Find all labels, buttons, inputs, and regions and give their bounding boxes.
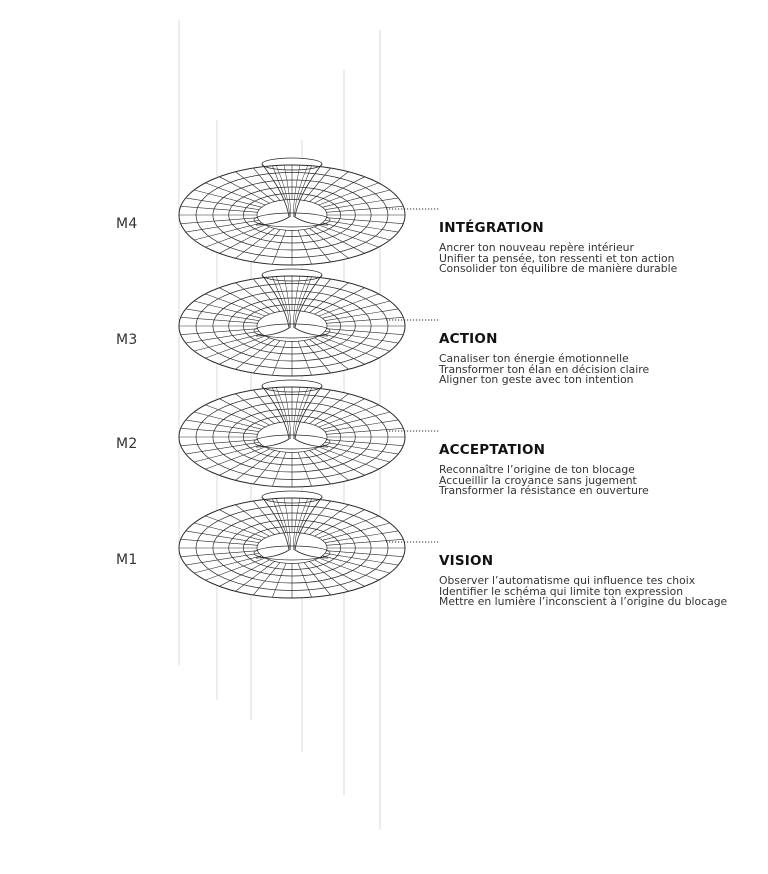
disc-level-2 — [179, 380, 440, 487]
level-line: Transformer ton élan en décision claire — [439, 362, 650, 376]
level-line: Aligner ton geste avec ton intention — [439, 373, 634, 386]
disc-level-3 — [179, 269, 440, 376]
level-line: Reconnaître l’origine de ton blocage — [439, 463, 635, 476]
level-text-action — [439, 331, 759, 386]
level-label-m4: M4 — [116, 216, 138, 232]
level-line: Ancrer ton nouveau repère intérieur — [439, 241, 634, 254]
level-title: ACCEPTATION — [439, 442, 546, 458]
level-line: Transformer la résistance en ouverture — [439, 484, 649, 497]
level-text-vision — [439, 553, 759, 608]
level-text-acceptation — [439, 442, 759, 497]
level-line: Accueillir la croyance sans jugement — [439, 473, 637, 487]
level-line: Observer l’automatisme qui influence tes choix — [439, 574, 696, 587]
level-line: Consolider ton équilibre de manière durable — [439, 262, 678, 275]
level-line: Unifier ta pensée, ton ressenti et ton action — [439, 251, 675, 265]
disc-level-4 — [179, 158, 440, 265]
level-line: Mettre en lumière l’inconscient à l’origine du blocage — [439, 595, 728, 608]
level-label-m1: M1 — [116, 552, 138, 568]
level-title: ACTION — [439, 331, 498, 347]
level-text-integration — [439, 220, 759, 275]
level-label-m2: M2 — [116, 436, 138, 452]
level-line: Identifier le schéma qui limite ton expression — [439, 584, 684, 598]
disc-level-1 — [179, 491, 440, 598]
level-line: Canaliser ton énergie émotionnelle — [439, 352, 629, 365]
level-label-m3: M3 — [116, 332, 138, 348]
level-title: VISION — [439, 553, 494, 569]
level-title: INTÉGRATION — [439, 220, 544, 236]
